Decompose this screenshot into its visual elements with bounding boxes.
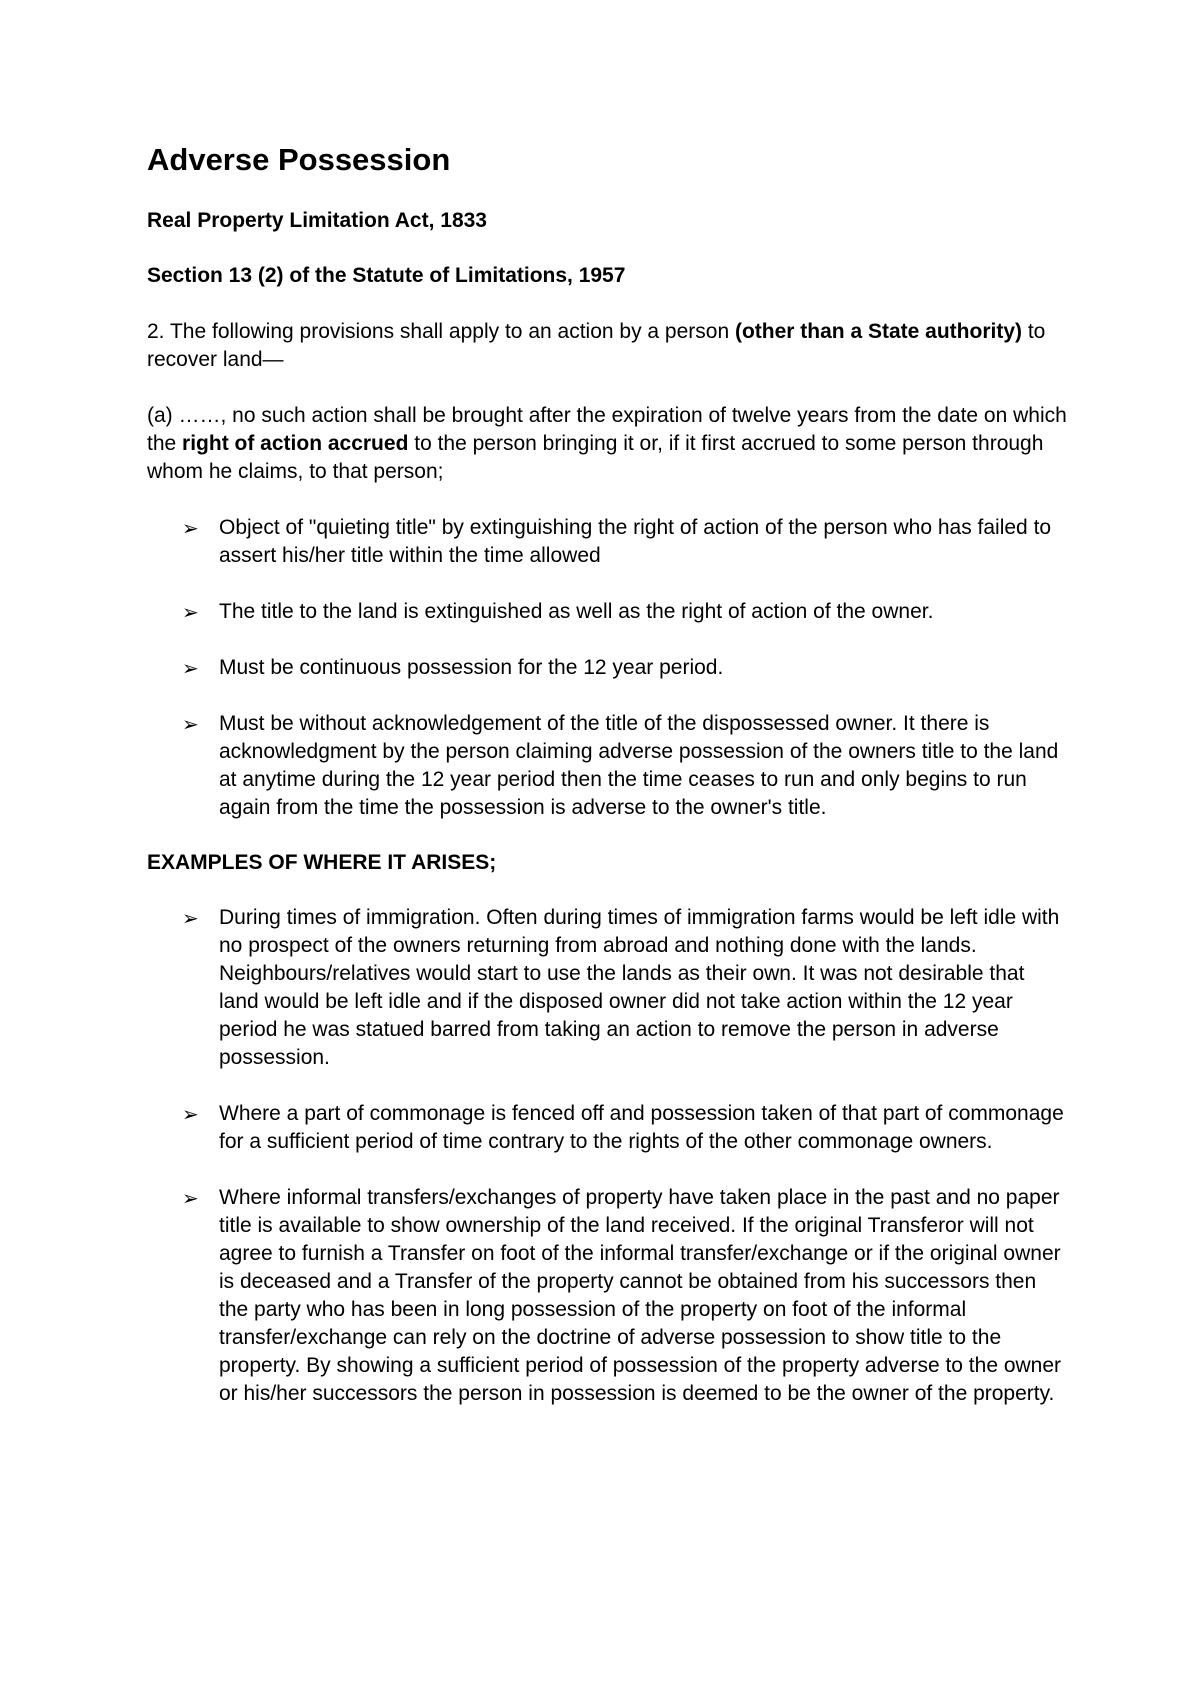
section-heading: Section 13 (2) of the Statute of Limitations, 1957 <box>147 264 626 287</box>
list-item <box>147 1184 1067 1408</box>
list-item <box>147 598 1067 626</box>
arrow-bullet-icon: ➢ <box>182 712 199 736</box>
arrow-bullet-icon: ➢ <box>182 906 199 930</box>
list-item-text: Object of "quieting title" by extinguishing the right of action of the person who has failed to assert his/her title within the time allowed <box>219 516 1052 567</box>
document-title: Adverse Possession <box>147 142 451 177</box>
clause-a-text-1: (a) ……, no such action shall be brought after the expiration of twelve years from the date on which the <box>147 404 1067 455</box>
clause-a-paragraph <box>147 402 1067 486</box>
arrow-bullet-icon: ➢ <box>182 516 199 540</box>
list-item-text: Where a part of commonage is fenced off and possession taken of that part of commonage for a sufficient period of time contrary to the rights of the other commonage owners. <box>219 1102 1064 1153</box>
provision-bold-text: (other than a State authority) <box>734 320 1022 343</box>
list-item <box>147 1100 1067 1156</box>
list-item-text: The title to the land is extinguished as well as the right of action of the owner. <box>219 600 934 623</box>
document-page <box>147 140 1067 1436</box>
list-item <box>147 514 1067 570</box>
list-item-text: During times of immigration. Often during times of immigration farms would be left idle with no prospect of the owners returning from abroad and nothing done with the lands. Neighbours/relatives would start to use the lands as their own. It was not desirable that land would be left idle and if the disposed owner did not take action within the 12 year period he was statued barred from taking an action to remove the person in adverse possession. <box>219 906 1060 1069</box>
list-item-text: Must be continuous possession for the 12 year period. <box>219 656 724 679</box>
list-item <box>147 654 1067 682</box>
provision-text-2: to recover land— <box>147 320 1046 371</box>
list-item <box>147 710 1067 822</box>
arrow-bullet-icon: ➢ <box>182 1186 199 1210</box>
clause-a-text-2: to the person bringing it or, if it first accrued to some person through whom he claims, to that person; <box>147 432 1044 483</box>
list-item-text: Where informal transfers/exchanges of property have taken place in the past and no paper title is available to show ownership of the land received. If the original Transferor will not agree to furnish a Transfer on foot of the informal transfer/exchange or if the original owner is deceased and a Transfer of the property cannot be obtained from his successors then the party who has been in long possession of the property on foot of the informal transfer/exchange can rely on the doctrine of adverse possession to show title to the property. By showing a sufficient period of possession of the property adverse to the owner or his/her successors the person in possession is deemed to be the owner of the property. <box>219 1186 1062 1405</box>
list-item <box>147 904 1067 1072</box>
principles-list <box>147 514 1067 822</box>
examples-heading: EXAMPLES OF WHERE IT ARISES; <box>147 851 497 874</box>
provision-text-1: 2. The following provisions shall apply to an action by a person <box>147 320 735 343</box>
arrow-bullet-icon: ➢ <box>182 600 199 624</box>
examples-list <box>147 904 1067 1408</box>
arrow-bullet-icon: ➢ <box>182 656 199 680</box>
clause-a-bold-text: right of action accrued <box>182 432 409 455</box>
act-heading: Real Property Limitation Act, 1833 <box>147 209 487 232</box>
provision-paragraph <box>147 318 1067 374</box>
arrow-bullet-icon: ➢ <box>182 1102 199 1126</box>
list-item-text: Must be without acknowledgement of the title of the dispossessed owner. It there is acknowledgment by the person claiming adverse possession of the owners title to the land at anytime during the 12 year period then the time ceases to run and only begins to run again from the time the possession is adverse to the owner's title. <box>219 712 1059 819</box>
